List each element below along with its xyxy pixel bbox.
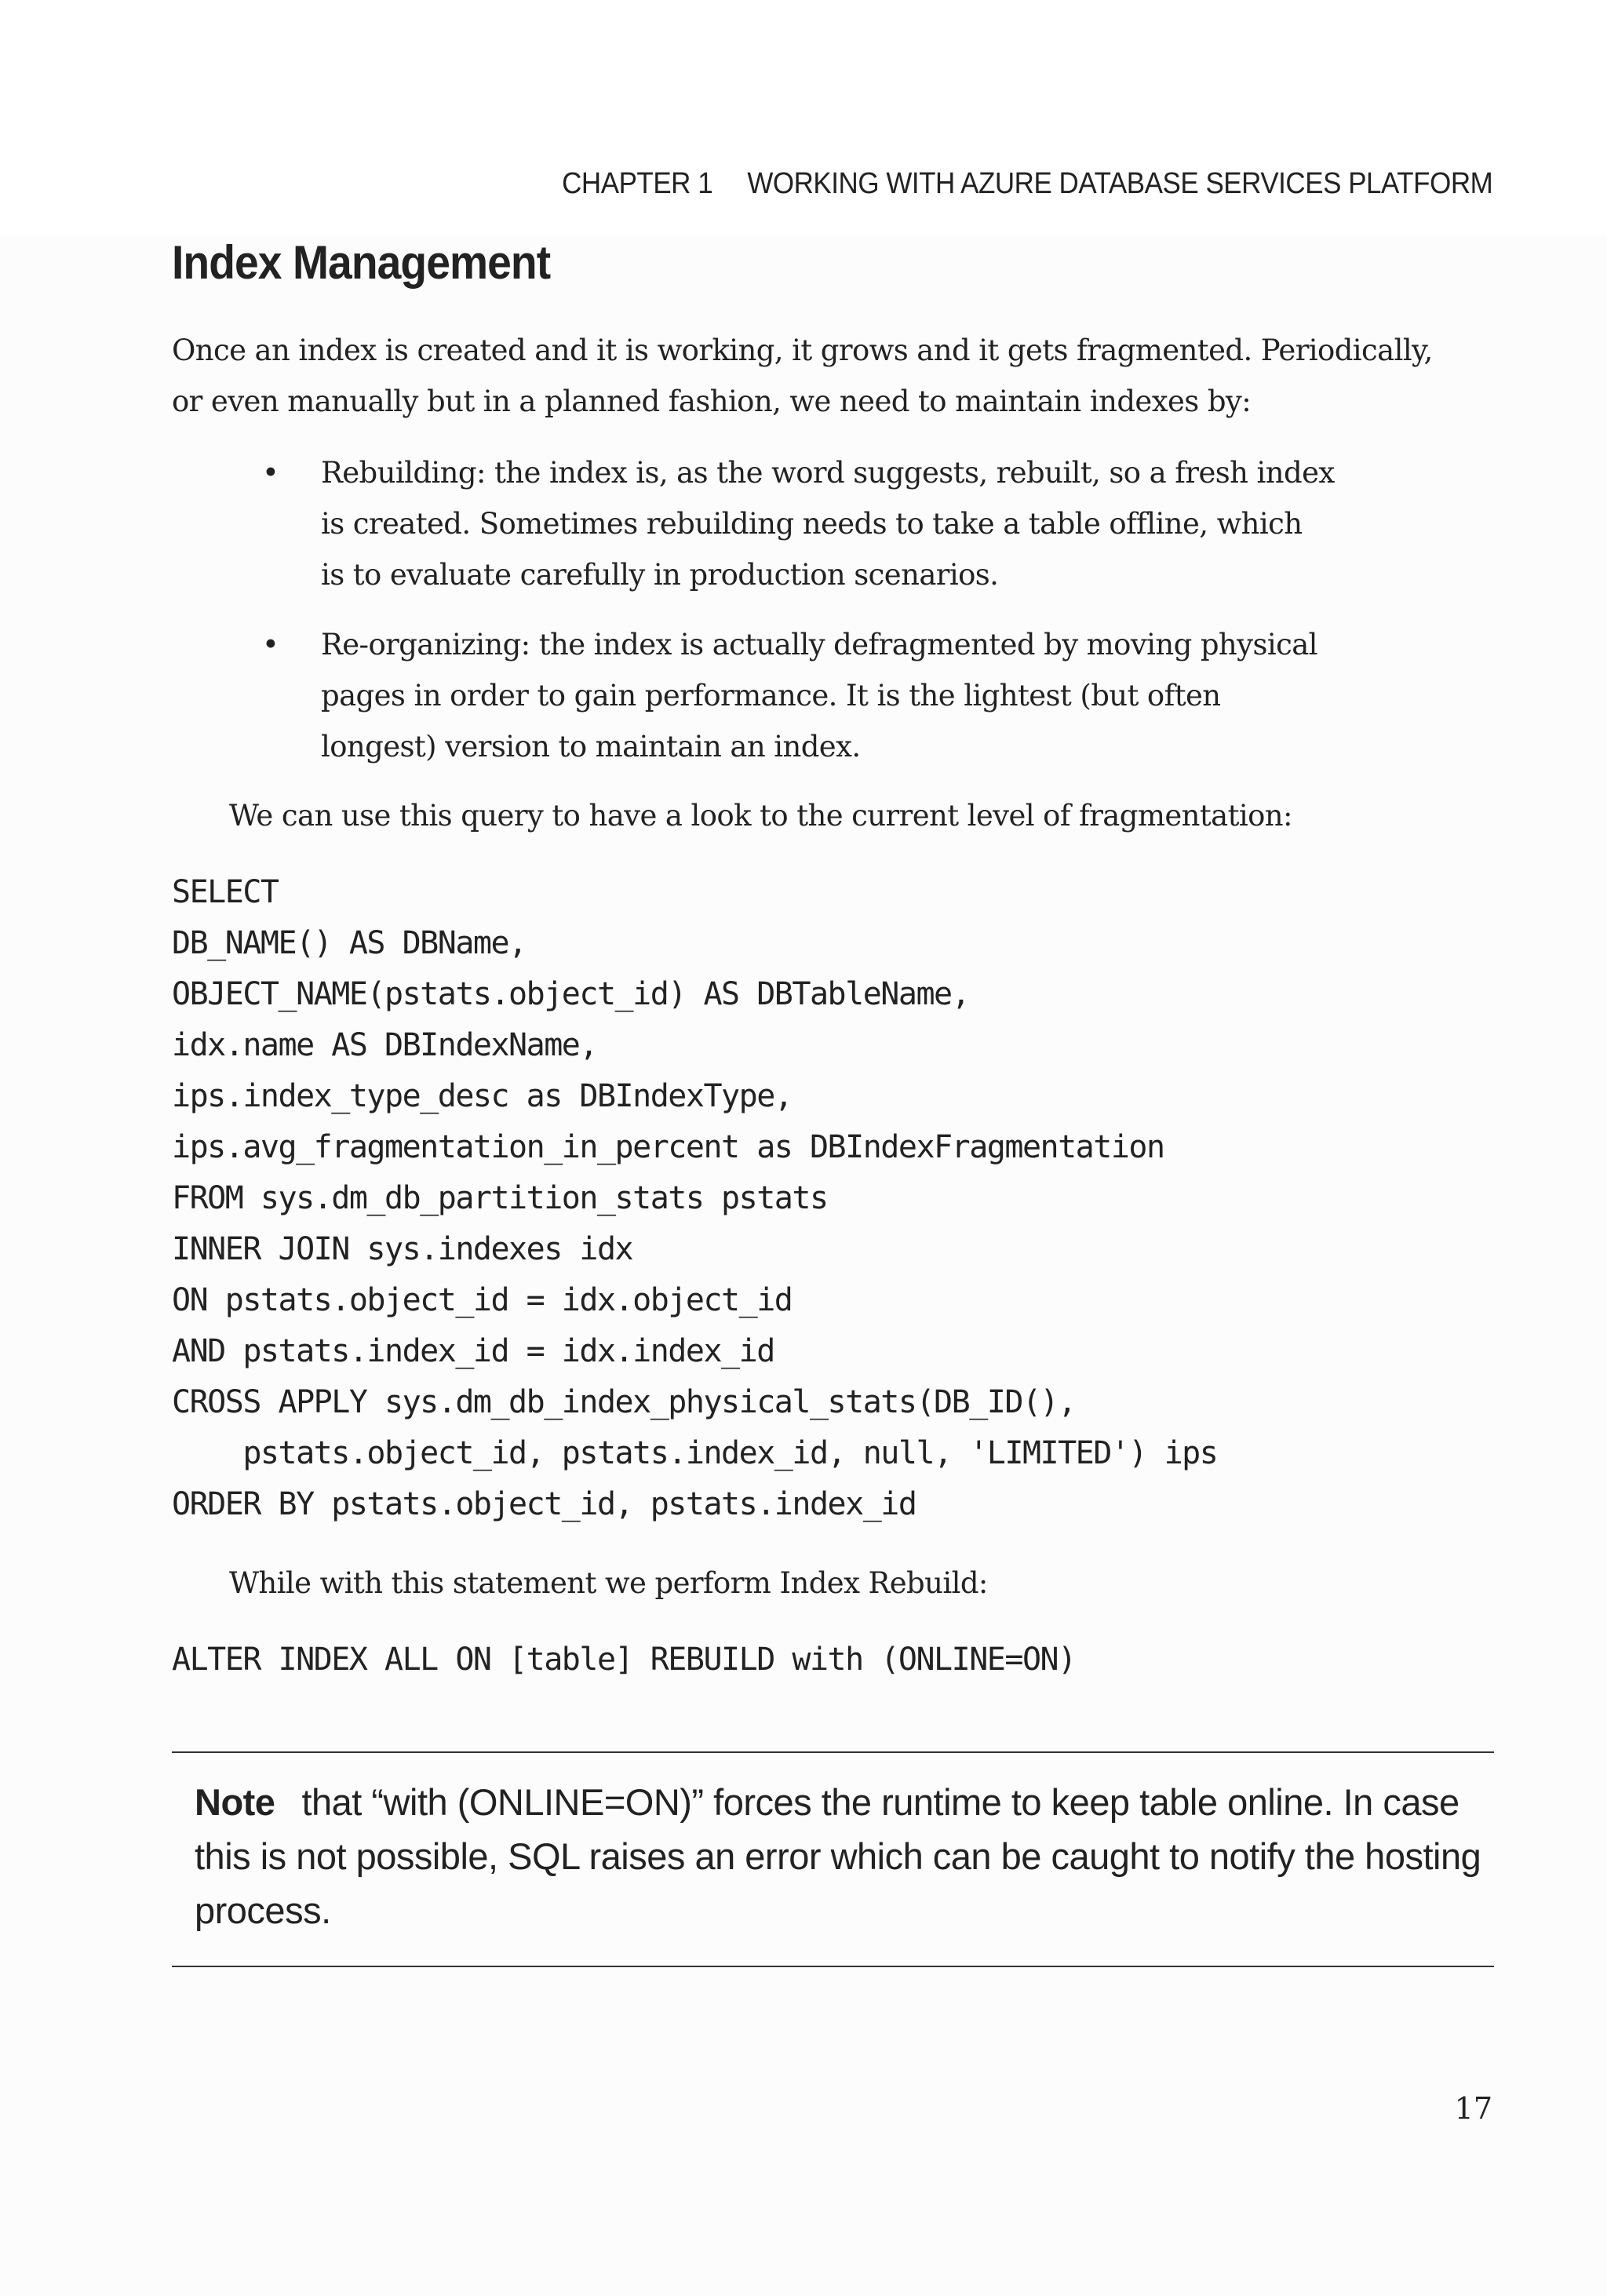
rebuild-intro-paragraph: While with this statement we perform Index Rebuild: xyxy=(229,1566,988,1600)
note-bottom-divider xyxy=(172,1966,1494,1967)
section-title: Index Management xyxy=(172,236,551,289)
bullet-line: Rebuilding: the index is, as the word suggests, rebuilt, so a fresh index xyxy=(321,456,1335,490)
bullet-line: Re-organizing: the index is actually defragmented by moving physical xyxy=(321,628,1317,661)
bullet-item-reorganizing xyxy=(262,619,1376,772)
query-intro-paragraph: We can use this query to have a look to the current level of fragmentation: xyxy=(229,799,1292,833)
note-label: Note xyxy=(195,1781,275,1823)
fragmentation-query-code: SELECT DB_NAME() AS DBName, OBJECT_NAME(pstats.object_id) AS DBTableName, idx.name AS DBIndexName, ips.index_type_desc as DBIndexType, ips.avg_fragmentation_in_percent as DBIndexFragmentation FROM sys.dm_db_partition_stats pstats INNER JOIN sys.indexes idx ON pstats.object_id = idx.object_id AND pstats.index_id = idx.index_id CROSS APPLY sys.dm_db_index_physical_stats(DB_ID(), pstats.object_id, pstats.index_id, null, 'LIMITED') ips ORDER BY pstats.object_id, pstats.index_id xyxy=(172,874,1218,1522)
note-line-2: this is not possible, SQL raises an error which can be caught to notify the hosting xyxy=(195,1835,1481,1877)
bullet-line: pages in order to gain performance. It is the lightest (but often xyxy=(321,679,1221,712)
bullet-line: is created. Sometimes rebuilding needs to take a table offline, which xyxy=(321,507,1303,541)
bullet-item-rebuilding xyxy=(262,447,1376,600)
bullet-marker: • xyxy=(262,628,279,661)
bullet-line: is to evaluate carefully in production scenarios. xyxy=(321,558,999,592)
running-head-chapter: CHAPTER 1 xyxy=(561,167,712,200)
intro-paragraph xyxy=(172,325,1506,427)
note-line-1-text: that “with (ONLINE=ON)” forces the runtime to keep table online. In case xyxy=(301,1781,1459,1823)
note-top-divider xyxy=(172,1751,1494,1753)
running-head xyxy=(562,167,1492,201)
bullet-list xyxy=(262,447,1376,791)
running-head-title: WORKING WITH AZURE DATABASE SERVICES PLATFORM xyxy=(747,167,1492,200)
intro-line-2: or even manually but in a planned fashion, we need to maintain indexes by: xyxy=(172,384,1252,418)
page-number: 17 xyxy=(1454,2091,1492,2126)
rebuild-statement-code: ALTER INDEX ALL ON [table] REBUILD with (ONLINE=ON) xyxy=(172,1642,1076,1678)
bullet-line: longest) version to maintain an index. xyxy=(321,730,861,764)
bullet-marker: • xyxy=(262,456,279,490)
note-line-3: process. xyxy=(195,1890,331,1931)
note-line-1 xyxy=(195,1775,1497,1829)
note-box xyxy=(195,1775,1497,1937)
intro-line-1: Once an index is created and it is working, it grows and it gets fragmented. Periodically, xyxy=(172,333,1433,367)
